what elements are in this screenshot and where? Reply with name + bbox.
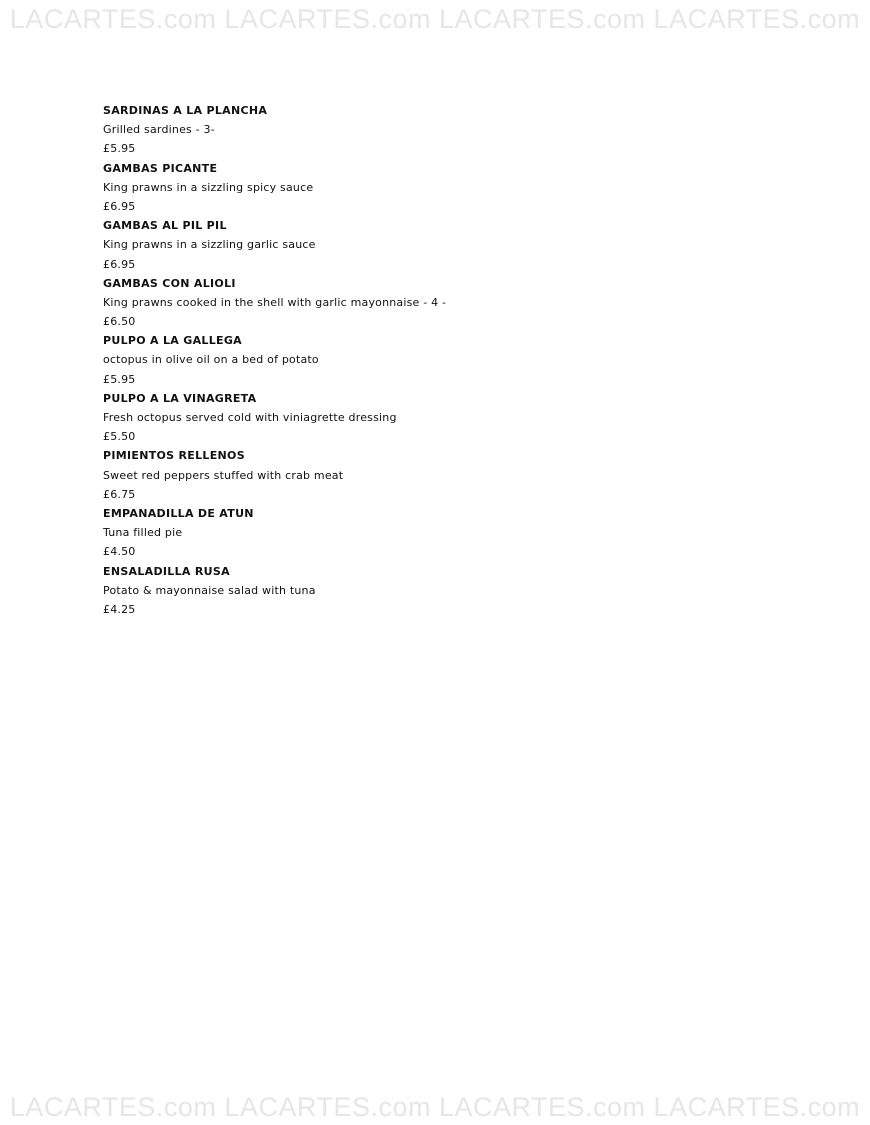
dish-price: £5.50: [103, 430, 136, 444]
menu-item: [103, 389, 803, 447]
dish-price: £4.25: [103, 602, 136, 616]
dish-name: GAMBAS PICANTE: [103, 161, 218, 175]
menu-item: [103, 216, 803, 274]
dish-description: Fresh octopus served cold with viniagrette dressing: [103, 411, 397, 424]
dish-description: Sweet red peppers stuffed with crab meat: [103, 468, 344, 482]
dish-price: £5.95: [103, 372, 136, 386]
dish-price: £5.95: [103, 142, 136, 156]
dish-price: £6.50: [103, 315, 136, 329]
dish-description: Potato & mayonnaise salad with tuna: [103, 583, 316, 597]
menu-item: [103, 446, 803, 504]
menu-item: [103, 274, 803, 332]
menu-item: [103, 159, 803, 217]
dish-name: GAMBAS AL PIL PIL: [103, 219, 227, 233]
dish-description: Grilled sardines - 3-: [103, 123, 215, 137]
dish-name: ENSALADILLA RUSA: [103, 564, 230, 578]
menu-item: [103, 504, 803, 562]
dish-description: octopus in olive oil on a bed of potato: [103, 353, 319, 367]
dish-price: £6.95: [103, 257, 136, 271]
menu-item: [103, 101, 803, 159]
dish-name: EMPANADILLA DE ATUN: [103, 506, 254, 520]
menu-item: [103, 562, 803, 620]
dish-price: £4.50: [103, 545, 136, 559]
menu-list: [103, 101, 803, 619]
dish-price: £6.95: [103, 199, 136, 213]
watermark-bottom: LACARTES.com LACARTES.com LACARTES.com LACARTES.com: [9, 1092, 861, 1122]
watermark-top: LACARTES.com LACARTES.com LACARTES.com LACARTES.com: [9, 4, 861, 34]
dish-name: SARDINAS A LA PLANCHA: [103, 104, 268, 117]
dish-name: PULPO A LA VINAGRETA: [103, 391, 257, 405]
dish-name: GAMBAS CON ALIOLI: [103, 276, 236, 290]
dish-description: King prawns in a sizzling spicy sauce: [103, 180, 314, 194]
dish-price: £6.75: [103, 487, 136, 501]
dish-name: PIMIENTOS RELLENOS: [103, 449, 245, 463]
dish-description: King prawns cooked in the shell with garlic mayonnaise - 4 -: [103, 295, 447, 309]
dish-description: King prawns in a sizzling garlic sauce: [103, 238, 316, 252]
menu-item: [103, 331, 803, 389]
dish-name: PULPO A LA GALLEGA: [103, 334, 242, 348]
dish-description: Tuna filled pie: [103, 526, 183, 540]
